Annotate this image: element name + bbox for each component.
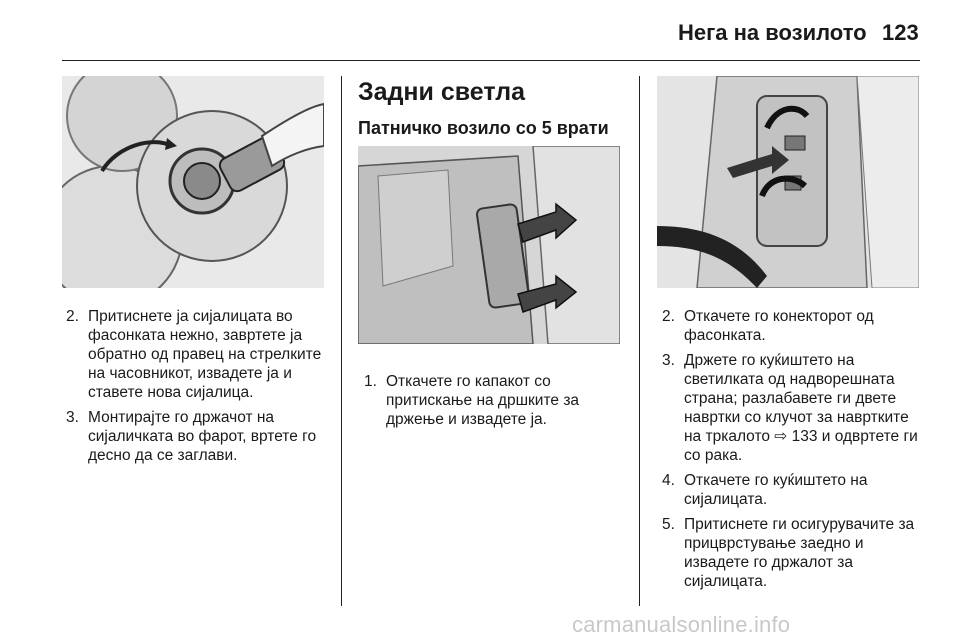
- list-item: 2. Притиснете ја сијалицата во фасонката нежно, завртете ја обратно од правец на стрелките на часовникот, извадете ја и ставете нова сијалица.: [66, 308, 322, 401]
- headlamp-bulb-illustration: [62, 76, 324, 288]
- column-divider-right: [639, 76, 640, 606]
- rear-light-cover-illustration: [358, 146, 620, 344]
- right-steps-list: [662, 307, 924, 597]
- header-rule: [62, 60, 920, 61]
- left-steps-list: [66, 307, 328, 471]
- list-item: 3. Монтирајте го држачот на сијаличката во фарот, вртете го десно да се заглави.: [66, 409, 317, 464]
- column-divider-left: [341, 76, 342, 606]
- list-item: 5. Притиснете ги осигурувачите за прицврстување заедно и извадете го држалот за сијалицата.: [662, 516, 915, 590]
- list-item: 1. Откачете го капакот со притискање на дршките за држење и извадете ја.: [364, 373, 580, 428]
- page-header-title: Нега на возилото: [678, 20, 867, 45]
- subsection-title: Патничко возило со 5 врати: [358, 118, 609, 138]
- list-item: 4. Откачете го куќиштето на сијалицата.: [662, 472, 868, 508]
- page-number: 123: [882, 20, 919, 45]
- middle-steps-list: [364, 372, 616, 435]
- watermark: carmanualsonline.info: [572, 612, 791, 637]
- list-item: 3. Држете го куќиштето на светилката од надворешната страна; разлабавете ги двете навртки со клучот за навртките на тркалото ⇨ 133 и одвртете ги со рака.: [662, 352, 918, 464]
- lamp-housing-illustration: [657, 76, 919, 288]
- list-item: 2. Откачете го конекторот од фасонката.: [662, 308, 874, 344]
- section-title: Задни светла: [358, 78, 526, 106]
